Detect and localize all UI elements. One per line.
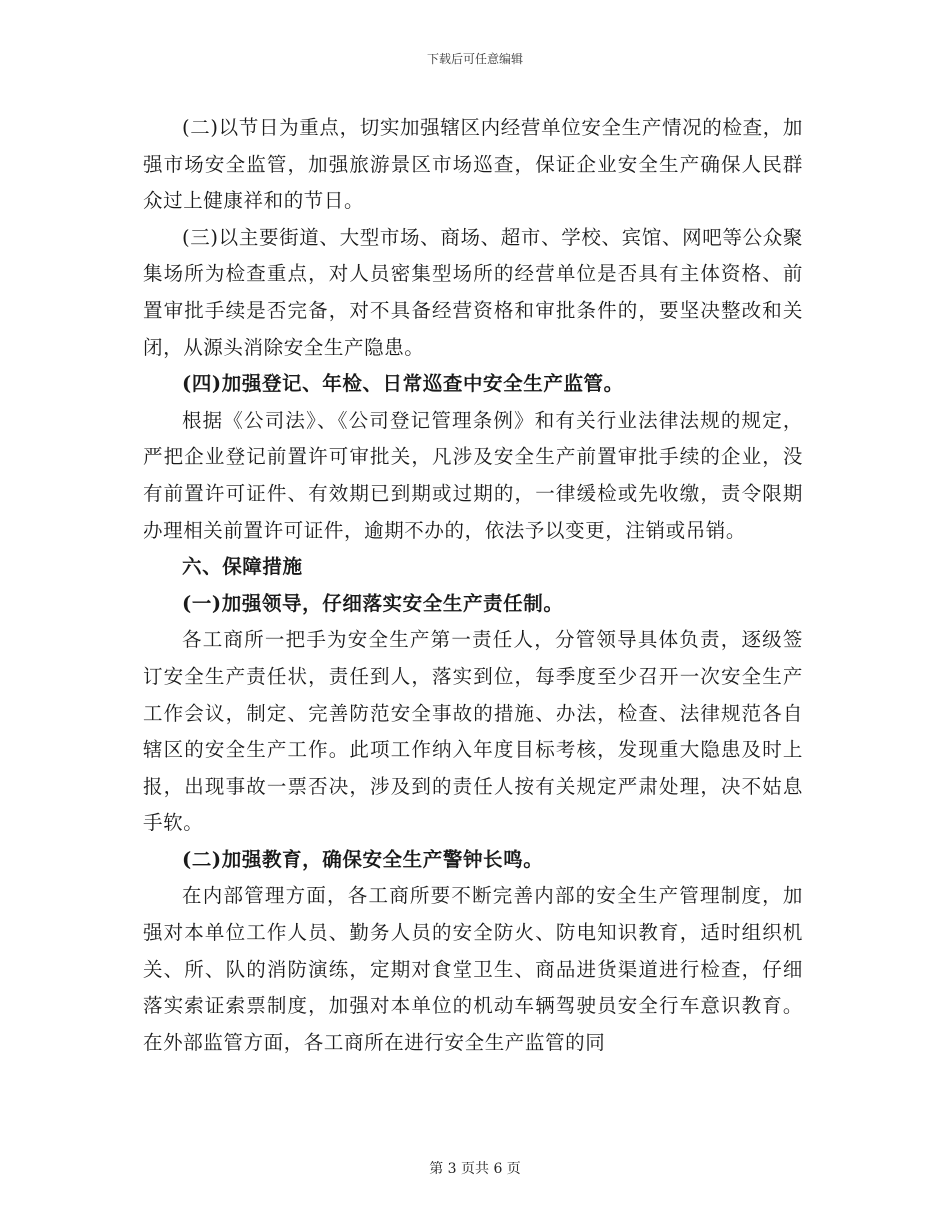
heading-registration-supervision: (四)加强登记、年检、日常巡查中安全生产监管。 <box>182 372 624 396</box>
paragraph-responsibility: 各工商所一把手为安全生产第一责任人，分管领导具体负责，逐级签订安全生产责任状，责任到人，落实到位，每季度至少召开一次安全生产工作会议，制定、完善防范安全事故的措施、办法，检查、法律规范各自辖区的安全生产工作。此项工作纳入年度目标考核，发现重大隐患及时上报，出现事故一票否决，涉及到的责任人按有关规定严肃处理，决不姑息手软。 <box>143 628 803 835</box>
paragraph-internal-management: 在内部管理方面，各工商所要不断完善内部的安全生产管理制度，加强对本单位工作人员、勤务人员的安全防火、防电知识教育，适时组织机关、所、队的消防演练，定期对食堂卫生、商品进货渠道进行检查，仔细落实索证索票制度，加强对本单位的机动车辆驾驶员安全行车意识教育。在外部监管方面，各工商所在进行安全生产监管的同 <box>143 884 803 1054</box>
paragraph-company-law: 根据《公司法》、《公司登记管理条例》和有关行业法律法规的规定，严把企业登记前置许可审批关，凡涉及安全生产前置审批手续的企业，没有前置许可证件、有效期已到期或过期的，一律缓检或先收缴，责令限期办理相关前置许可证件，逾期不办的，依法予以变更，注销或吊销。 <box>143 408 803 542</box>
page-number: 第 3 页共 6 页 <box>429 1161 521 1177</box>
heading-section-six: 六、保障措施 <box>182 555 303 579</box>
heading-leadership: (一)加强领导，仔细落实安全生产责任制。 <box>182 591 564 615</box>
heading-education: (二)加强教育，确保安全生产警钟长鸣。 <box>182 847 544 871</box>
document-body <box>143 110 803 1061</box>
page-header: 下载后可任意编辑 <box>426 52 523 66</box>
paragraph-holiday-inspection: (二)以节日为重点，切实加强辖区内经营单位安全生产情况的检查，加强市场安全监管，加强旅游景区市场巡查，保证企业安全生产确保人民群众过上健康祥和的节日。 <box>143 116 803 213</box>
paragraph-public-venues: (三)以主要街道、大型市场、商场、超市、学校、宾馆、网吧等公众聚集场所为检查重点，对人员密集型场所的经营单位是否具有主体资格、前置审批手续是否完备，对不具备经营资格和审批条件的，要坚决整改和关闭，从源头消除安全生产隐患。 <box>143 225 803 359</box>
